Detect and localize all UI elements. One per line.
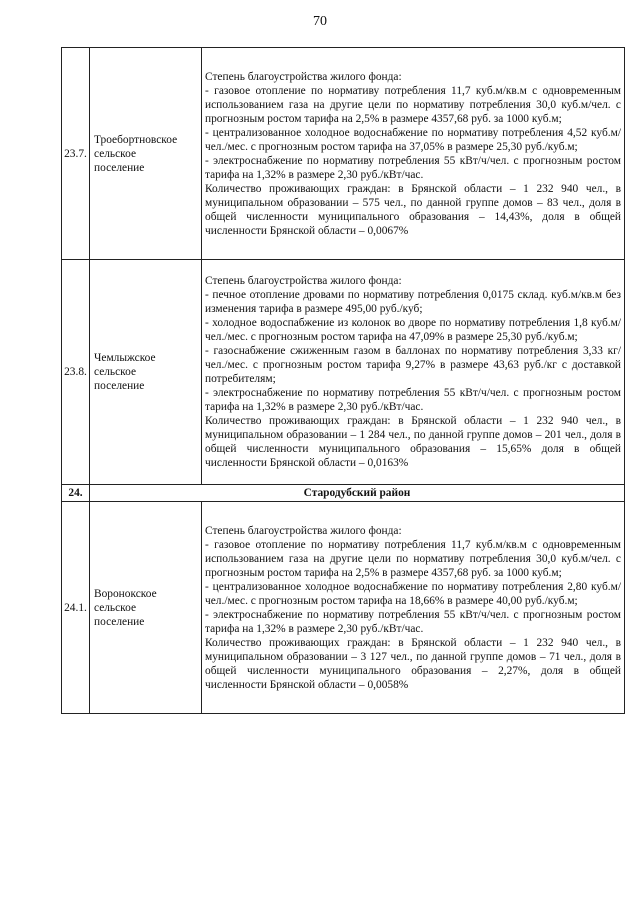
settlement-name-line: поселение bbox=[94, 161, 145, 174]
housing-description bbox=[202, 48, 625, 260]
description-heading: Степень благоустройства жилого фонда: bbox=[205, 70, 402, 83]
description-item: - газовое отопление по нормативу потребления 11,7 куб.м/кв.м с одновременным использованием газа на другие цели по нормативу потребления 30,0 куб.м/чел. с прогнозным ростом тарифа на 2,5% в размере 4357,68 руб. за 1000 куб.м; bbox=[205, 538, 621, 579]
section-row bbox=[62, 485, 625, 502]
page-number: 70 bbox=[313, 14, 327, 29]
description-item: - централизованное холодное водоснабжение по нормативу потребления 2,80 куб.м/чел./мес. с прогнозным ростом тарифа на 18,66% в размере 40,00 руб./куб.м; bbox=[205, 580, 621, 607]
description-item: - газовое отопление по нормативу потребления 11,7 куб.м/кв.м с одновременным использованием газа на другие цели по нормативу потребления 30,0 куб.м/чел. с прогнозным ростом тарифа на 2,5% в размере 4357,68 руб. за 1000 куб.м; bbox=[205, 84, 621, 125]
tariff-table bbox=[61, 47, 625, 714]
table-row bbox=[62, 502, 625, 714]
settlement-name-line: сельское bbox=[94, 601, 137, 614]
population-info: Количество проживающих граждан: в Брянской области – 1 232 940 чел., в муниципальном образовании – 575 чел., по данной группе домов – 83 чел., доля в общей численности муниципального образования – 14,43%, доля в общей численности Брянской области – 0,0067% bbox=[205, 182, 621, 237]
settlement-name-line: Троебортновское bbox=[94, 133, 178, 146]
section-number: 24. bbox=[62, 485, 90, 502]
description-heading: Степень благоустройства жилого фонда: bbox=[205, 524, 402, 537]
settlement-name-line: Чемлыжское bbox=[94, 352, 156, 364]
table-row bbox=[62, 260, 625, 485]
settlement-name bbox=[90, 48, 202, 260]
section-title: Стародубский район bbox=[90, 485, 625, 502]
settlement-name bbox=[90, 502, 202, 714]
description-item: - электроснабжение по нормативу потребления 55 кВт/ч/чел. с прогнозным ростом тарифа на 1,32% в размере 2,30 руб./кВт/час. bbox=[205, 154, 621, 181]
description-item: - холодное водоспабжение из колонок во дворе по нормативу потребления 1,8 куб.м/чел./мес. с прогнозным ростом тарифа на 47,09% в размере 25,30 руб./куб.м; bbox=[205, 317, 621, 343]
settlement-name-line: сельское bbox=[94, 366, 137, 378]
housing-description bbox=[202, 502, 625, 714]
description-item: - газоснабжение сжиженным газом в баллонах по нормативу потребления 3,33 кг/чел./мес. с прогнозным ростом тарифа 9,27% в размере 43,63 руб./кг с доставкой потребителям; bbox=[205, 345, 621, 385]
settlement-name-line: Воронокское bbox=[94, 587, 157, 600]
description-item: - централизованное холодное водоснабжение по нормативу потребления 4,52 куб.м/чел./мес. с прогнозным ростом тарифа на 37,05% в размере 25,30 руб./куб.м; bbox=[205, 126, 621, 153]
settlement-name bbox=[90, 260, 202, 485]
settlement-name-line: поселение bbox=[94, 380, 145, 392]
population-info: Количество проживающих граждан: в Брянской области – 1 232 940 чел., в муниципальном образовании – 1 284 чел., по данной группе домов – 201 чел., доля в общей численности муниципального образования – 15,65% доля в общей численности Брянской области – 0,0163% bbox=[205, 415, 621, 469]
description-heading: Степень благоустройства жилого фонда: bbox=[205, 275, 402, 287]
row-number: 23.8. bbox=[62, 260, 90, 485]
row-number: 23.7. bbox=[62, 48, 90, 260]
row-number: 24.1. bbox=[62, 502, 90, 714]
population-info: Количество проживающих граждан: в Брянской области – 1 232 940 чел., в муниципальном образовании – 3 127 чел., по данной группе домов – 71 чел., доля в общей численности муниципального образования – 2,27%, доля в общей численности Брянской области – 0,0058% bbox=[205, 636, 621, 691]
table-row bbox=[62, 48, 625, 260]
settlement-name-line: сельское bbox=[94, 147, 137, 160]
description-item: - электроснабжение по нормативу потребления 55 кВт/ч/чел. с прогнозным ростом тарифа на 1,32% в размере 2,30 руб./кВт/час. bbox=[205, 608, 621, 635]
settlement-name-line: поселение bbox=[94, 615, 145, 628]
description-item: - электроснабжение по нормативу потребления 55 кВт/ч/чел. с прогнозным ростом тарифа на 1,32% в размере 2,30 руб./кВт/час. bbox=[205, 387, 621, 413]
description-item: - печное отопление дровами по нормативу потребления 0,0175 склад. куб.м/кв.м без изменения тарифа в размере 495,00 руб./куб; bbox=[205, 289, 621, 315]
housing-description bbox=[202, 260, 625, 485]
